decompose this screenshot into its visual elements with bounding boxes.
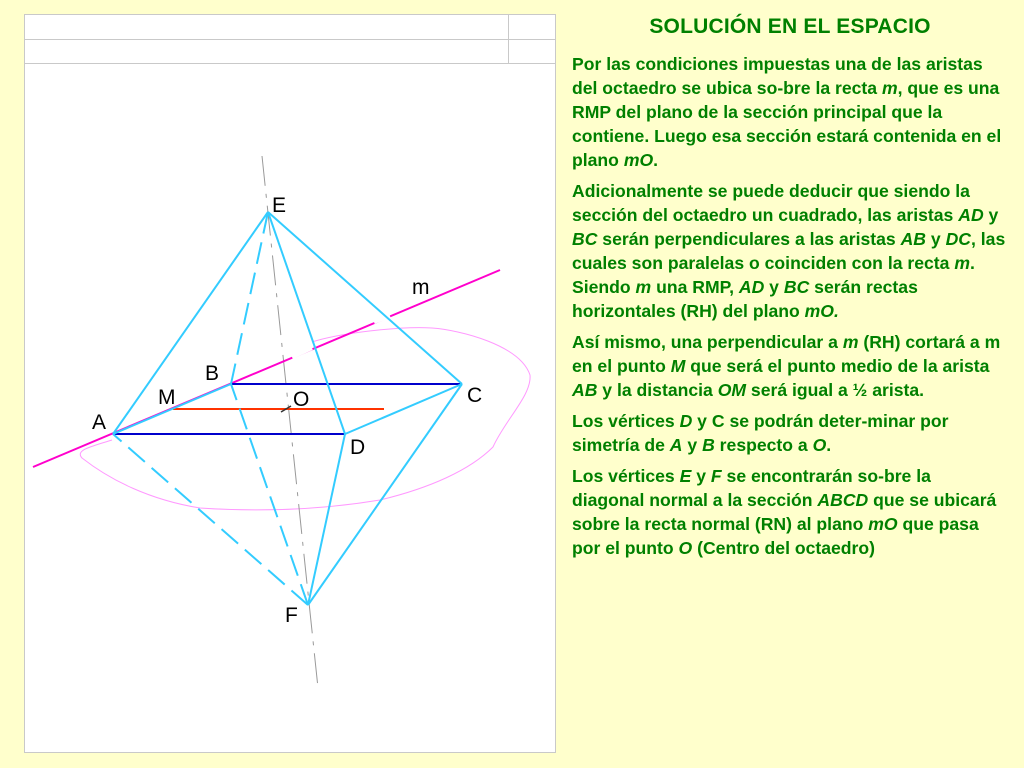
p2-text-5: , las cuales son paralelas o coinciden con la recta	[572, 229, 1006, 273]
p5-em-E: E	[679, 466, 692, 486]
p2-em-AD-2: AD	[738, 277, 765, 297]
paragraph-5	[572, 464, 1008, 560]
p5-text-6: (Centro del octaedro)	[692, 538, 876, 558]
p5-em-F: F	[710, 466, 722, 486]
p1-text-1: Por las condiciones impuestas una de las aristas del octaedro se ubica so-bre la recta	[572, 54, 983, 98]
p2-em-BC-2: BC	[783, 277, 810, 297]
p2-text-8: y	[764, 277, 784, 297]
p3-text-1: Así mismo, una perpendicular a	[572, 332, 843, 352]
label-m: m	[412, 276, 430, 299]
p5-em-ABCD: ABCD	[817, 490, 869, 510]
panel-title: SOLUCIÓN EN EL ESPACIO	[649, 15, 931, 38]
p5-text-3: se encontrarán so-bre la diagonal normal a la sección	[572, 466, 931, 510]
p3-em-m: m	[842, 332, 859, 352]
p2-em-m: m	[954, 253, 970, 273]
p2-text-1: Adicionalmente se puede deducir que siendo la sección del octaedro un cuadrado, las aristas	[572, 181, 970, 225]
p2-em-BC: BC	[572, 229, 598, 249]
p2-text-2: y	[983, 205, 999, 225]
p1-em-m: m	[881, 78, 898, 98]
label-F: F	[285, 604, 298, 627]
p5-text-1: Los vértices	[572, 466, 680, 486]
p4-text-1: Los vértices	[572, 411, 680, 431]
p4-text-3: y	[682, 435, 703, 455]
p5-text-5: que pasa por el punto	[572, 514, 979, 558]
p3-em-AB: AB	[572, 380, 598, 400]
p5-em-mO: mO	[868, 514, 898, 534]
p2-em-AD: AD	[958, 205, 984, 225]
p3-text-4: y la distancia	[597, 380, 718, 400]
line-m-gap	[292, 348, 312, 357]
label-O: O	[293, 388, 310, 411]
explanation-panel	[572, 12, 1008, 758]
p3-em-OM: OM	[717, 380, 747, 400]
label-M: M	[158, 386, 176, 409]
p3-text-2: (RH) cortará a m en el punto	[572, 332, 1001, 376]
p2-text-4: y	[926, 229, 946, 249]
label-A: A	[92, 411, 107, 434]
p5-em-O: O	[678, 538, 693, 558]
label-D: D	[350, 436, 366, 459]
p5-text-2: y	[691, 466, 711, 486]
paragraph-1	[572, 52, 1008, 172]
paragraph-3	[572, 330, 1008, 402]
p2-text-7: una RMP,	[651, 277, 739, 297]
paragraph-4	[572, 409, 1008, 457]
line-m	[33, 270, 500, 467]
paragraph-2	[572, 179, 1008, 323]
p5-text-4: que se ubicará sobre la recta normal (RN) al plano	[572, 490, 997, 534]
p2-em-mO: mO.	[804, 301, 839, 321]
p2-text-9: serán rectas horizontales (RH) del plano	[572, 277, 918, 321]
p3-text-5: será igual a ½ arista.	[746, 380, 925, 400]
p4-text-2: y C se podrán deter-minar por simetría de	[572, 411, 949, 455]
p4-em-A: A	[669, 435, 683, 455]
p4-em-O: O	[812, 435, 827, 455]
label-E: E	[272, 194, 287, 217]
p4-text-4: respecto a	[714, 435, 813, 455]
p4-em-B: B	[702, 435, 715, 455]
p4-text-5: .	[826, 435, 832, 455]
p2-text-6: . Siendo	[572, 253, 975, 297]
edge-FA-hidden	[113, 434, 308, 605]
p2-em-DC: DC	[945, 229, 971, 249]
p1-text-2: , que es una RMP del plano de la sección principal que la contiene. Luego esa sección estará contenida en el plano	[572, 78, 1002, 170]
p4-em-D: D	[679, 411, 693, 431]
label-C: C	[467, 384, 483, 407]
p2-text-3: serán perpendiculares a las aristas	[597, 229, 901, 249]
p2-em-m-2: m	[635, 277, 652, 297]
p3-text-3: que será el punto medio de la arista	[685, 356, 990, 376]
p1-em-mO: mO	[623, 150, 654, 170]
label-B: B	[205, 362, 220, 385]
p2-em-AB: AB	[900, 229, 927, 249]
p3-em-M: M	[670, 356, 686, 376]
p1-text-3: .	[653, 150, 659, 170]
